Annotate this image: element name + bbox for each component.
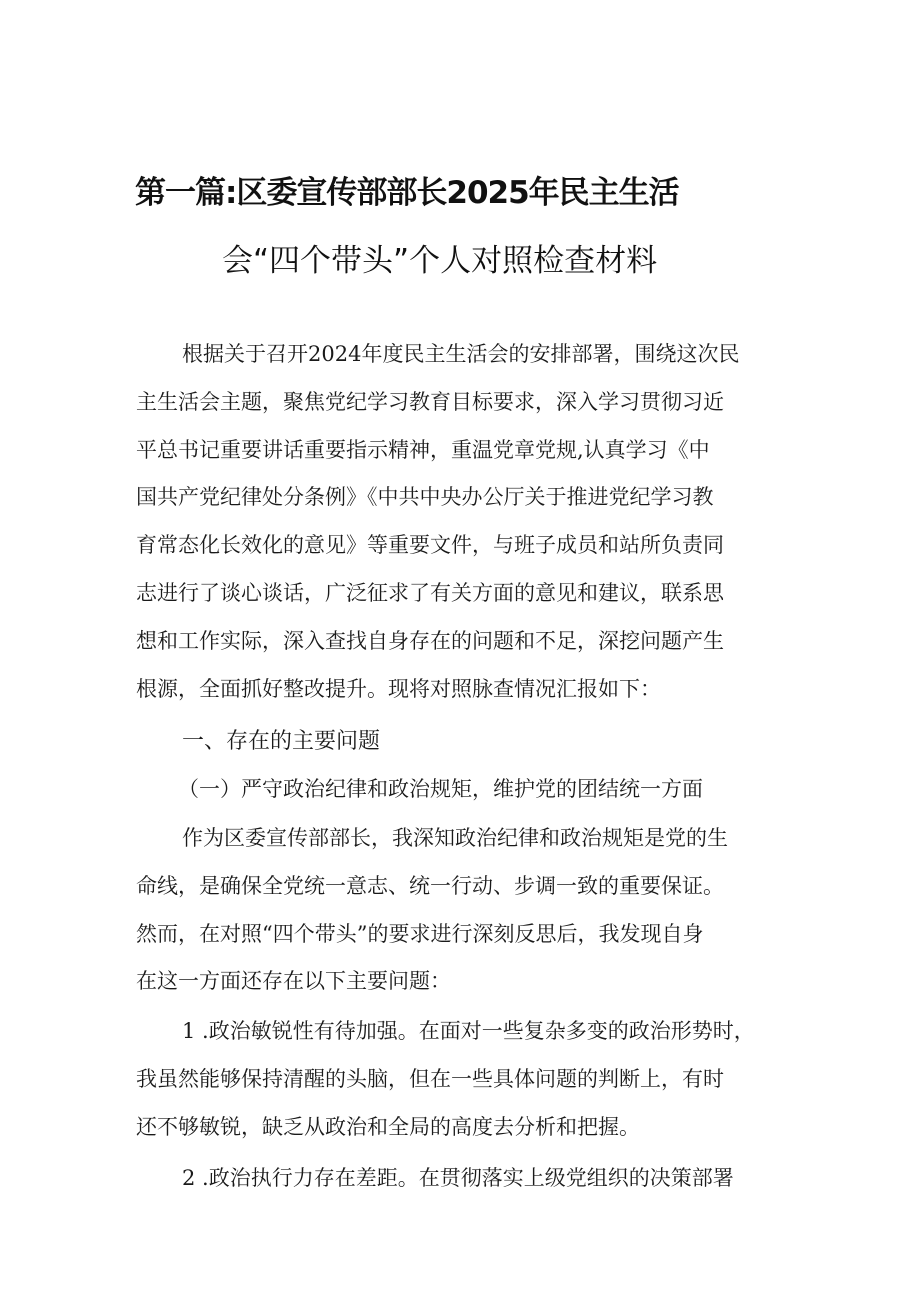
- paragraph-line: 我虽然能够保持清醒的头脑，但在一些具体问题的判断上，有时: [136, 1067, 724, 1091]
- paragraph-line: 命线，是确保全党统一意志、统一行动、步调一致的重要保证。: [136, 874, 724, 898]
- paragraph-line: 在这一方面还存在以下主要问题：: [136, 969, 451, 993]
- paragraph-line: 志进行了谈心谈话，广泛征求了有关方面的意见和建议，联系思: [136, 581, 724, 605]
- document-title-line-1: 第一篇:区委宣传部部长2025年民主生活: [135, 175, 679, 211]
- paragraph-line: 根源，全面抓好整改提升。现将对照脉查情况汇报如下：: [136, 677, 661, 701]
- section-heading: 一、存在的主要问题: [182, 729, 381, 754]
- paragraph-line: 国共产党纪律处分条例》《中共中央办公厅关于推进党纪学习教: [136, 485, 714, 509]
- list-item-2: 2 .政治执行力存在差距。在贯彻落实上级党组织的决策部署: [182, 1166, 734, 1190]
- paragraph-line: 育常态化长效化的意见》等重要文件，与班子成员和站所负责同: [136, 533, 724, 557]
- paragraph-line: 作为区委宣传部部长，我深知政治纪律和政治规矩是党的生: [182, 826, 728, 850]
- paragraph-line: 还不够敏锐，缺乏从政治和全局的高度去分析和把握。: [136, 1115, 640, 1139]
- list-item-1: 1 .政治敏锐性有待加强。在面对一些复杂多变的政治形势时，: [182, 1019, 755, 1043]
- paragraph-line: 想和工作实际，深入查找自身存在的问题和不足，深挖问题产生: [136, 629, 724, 653]
- paragraph-line: 主生活会主题，聚焦党纪学习教育目标要求，深入学习贯彻习近: [136, 390, 724, 414]
- paragraph-line: 平总书记重要讲话重要指示精神，重温党章党规,认真学习《中: [136, 438, 710, 462]
- document-title-line-2: 会“四个带头”个人对照检查材料: [222, 243, 658, 279]
- paragraph-line: 然而，在对照“四个带头”的要求进行深刻反思后，我发现自身: [136, 922, 704, 946]
- paragraph-line: 根据关于召开2024年度民主生活会的安排部署，围绕这次民: [182, 342, 740, 366]
- subsection-heading: （一）严守政治纪律和政治规矩，维护党的团结统一方面: [178, 777, 703, 801]
